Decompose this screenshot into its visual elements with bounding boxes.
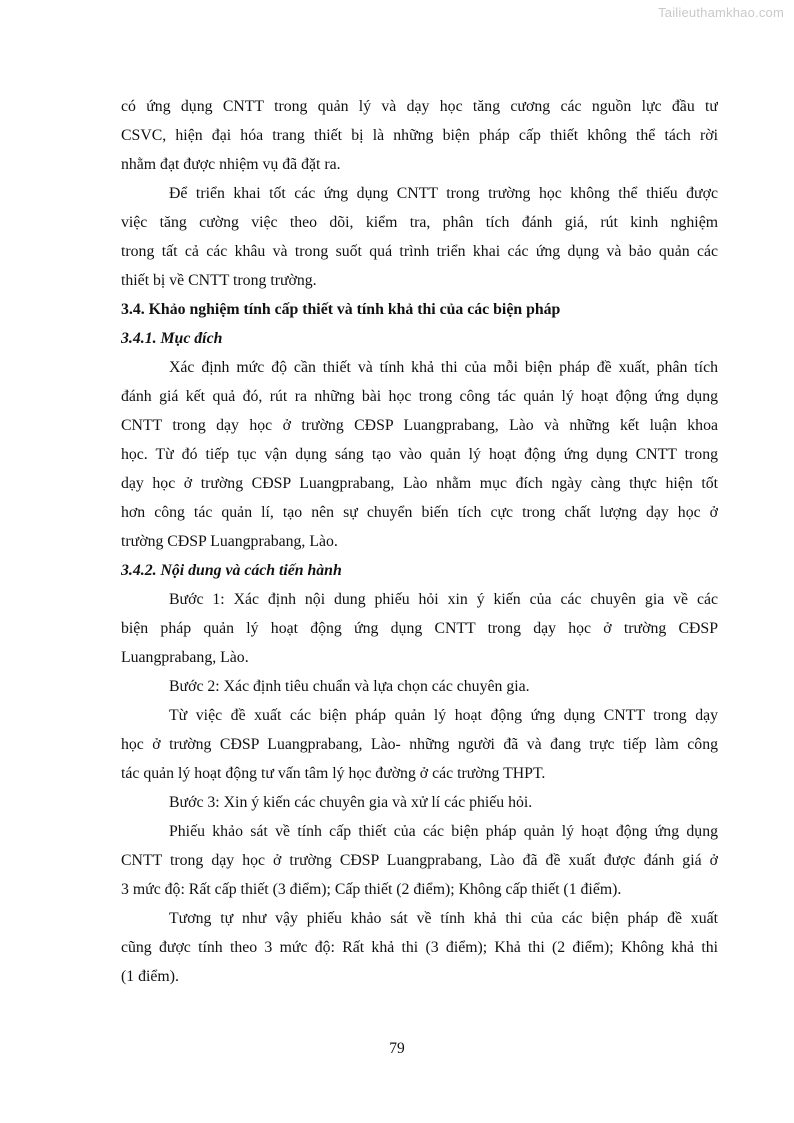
paragraph-line: 3 mức độ: Rất cấp thiết (3 điểm); Cấp thiết (2 điểm); Không cấp thiết (1 điểm).: [121, 881, 622, 898]
page-number: 79: [389, 1040, 405, 1057]
section-heading: 3.4. Khảo nghiệm tính cấp thiết và tính khả thi của các biện pháp: [121, 301, 561, 318]
paragraph-line: nhằm đạt được nhiệm vụ đã đặt ra.: [121, 156, 341, 173]
paragraph-line: CSVC, hiện đại hóa trang thiết bị là những biện pháp cấp thiết không thể tách rời: [121, 127, 718, 144]
paragraph-line: Luangprabang, Lào.: [121, 649, 249, 666]
paragraph-line: Tương tự như vậy phiếu khảo sát về tính khả thi của các biện pháp đề xuất: [169, 910, 718, 927]
subsection-heading: 3.4.2. Nội dung và cách tiến hành: [121, 562, 342, 579]
paragraph-line: Để triển khai tốt các ứng dụng CNTT trong trường học không thể thiếu được: [169, 185, 718, 202]
paragraph-line: (1 điểm).: [121, 968, 179, 985]
paragraph-line: Xác định mức độ cần thiết và tính khả thi của mỗi biện pháp đề xuất, phân tích: [169, 359, 718, 376]
paragraph-line: Bước 2: Xác định tiêu chuẩn và lựa chọn các chuyên gia.: [169, 678, 530, 695]
paragraph-line: có ứng dụng CNTT trong quản lý và dạy học tăng cương các nguồn lực đầu tư: [121, 98, 718, 115]
paragraph-line: đánh giá kết quả đó, rút ra những bài học trong công tác quản lý hoạt động ứng dụng: [121, 388, 718, 405]
paragraph-line: CNTT trong dạy học ở trường CĐSP Luangprabang, Lào đã đề xuất được đánh giá ở: [121, 852, 718, 869]
paragraph-line: học ở trường CĐSP Luangprabang, Lào- những người đã và đang trực tiếp làm công: [121, 736, 718, 753]
paragraph-line: trong tất cả các khâu và trong suốt quá trình triển khai các ứng dụng và bảo quản các: [121, 243, 718, 260]
paragraph-line: hơn công tác quản lí, tạo nên sự chuyển biến tích cực trong chất lượng dạy học ở: [121, 504, 718, 521]
paragraph-line: biện pháp quản lý hoạt động ứng dụng CNTT trong dạy học ở trường CĐSP: [121, 620, 718, 637]
paragraph-line: tác quản lý hoạt động tư vấn tâm lý học đường ở các trường THPT.: [121, 765, 546, 782]
paragraph-line: học. Từ đó tiếp tục vận dụng sáng tạo vào quản lý hoạt động ứng dụng CNTT trong: [121, 446, 718, 463]
subsection-heading: 3.4.1. Mục đích: [121, 330, 223, 347]
paragraph-line: Bước 1: Xác định nội dung phiếu hỏi xin ý kiến của các chuyên gia về các: [169, 591, 718, 608]
document-body: [121, 92, 718, 991]
paragraph-line: Bước 3: Xin ý kiến các chuyên gia và xử lí các phiếu hỏi.: [169, 794, 533, 811]
paragraph-line: Phiếu khảo sát về tính cấp thiết của các biện pháp quản lý hoạt động ứng dụng: [169, 823, 718, 840]
paragraph-line: Từ việc đề xuất các biện pháp quản lý hoạt động ứng dụng CNTT trong dạy: [169, 707, 718, 724]
paragraph-line: trường CĐSP Luangprabang, Lào.: [121, 533, 338, 550]
watermark-text: Tailieuthamkhao.com: [658, 5, 784, 20]
paragraph-line: cũng được tính theo 3 mức độ: Rất khả thi (3 điểm); Khả thi (2 điểm); Không khả thi: [121, 939, 718, 956]
paragraph-line: CNTT trong dạy học ở trường CĐSP Luangprabang, Lào và những kết luận khoa: [121, 417, 718, 434]
paragraph-line: việc tăng cường việc theo dõi, kiểm tra, phân tích đánh giá, rút kinh nghiệm: [121, 214, 718, 231]
paragraph-line: thiết bị về CNTT trong trường.: [121, 272, 317, 289]
paragraph-line: dạy học ở trường CĐSP Luangprabang, Lào nhằm mục đích ngày càng thực hiện tốt: [121, 475, 718, 492]
